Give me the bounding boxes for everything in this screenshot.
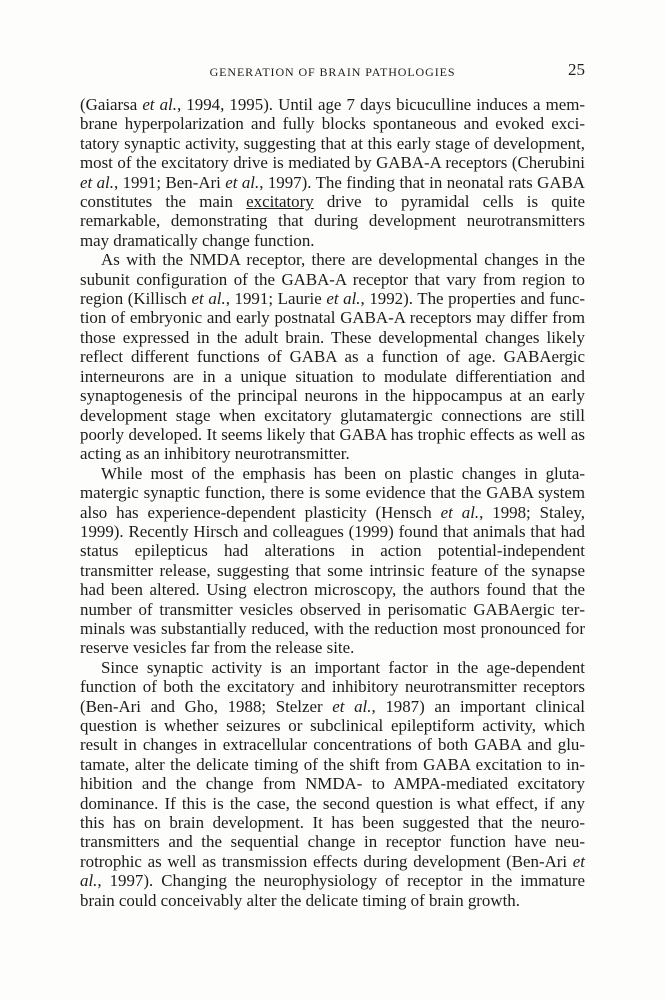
text-run: Since synaptic activity is an important factor in the age-dependent function of both the excitatory and inhibitory neurotransmitter receptors (Ben-Ari and Gho, 1988; Stelzer: [80, 657, 585, 716]
running-header: [80, 60, 585, 84]
text-run: , 1991; Ben-Ari: [113, 172, 226, 192]
citation-et-al: et al.: [225, 172, 260, 192]
text-run: drive to pyramidal cells is quite remarkable, demonstrating that during development neurotransmitters may dramatically change function.: [80, 192, 585, 250]
citation-et-al: et al.: [332, 696, 372, 716]
running-title: GENERATION OF BRAIN PATHOLOGIES: [209, 65, 456, 79]
page-number: 25: [568, 60, 585, 79]
citation-et-al: et al.: [440, 502, 480, 522]
body-text: [80, 95, 585, 910]
text-run: , 1998; Staley, 1999). Recently Hirsch and colleagues (1999) found that animals that had status epilepticus had alterations in action potential-independent transmitter release, suggesting that some intrinsic feature of the synapse had been altered. Using electron microscopy, the authors found that the number of transmitter vesicles observed in perisomatic GABAergic terminals was substantially reduced, with the reduction most pronounced for reserve vesicles far from the release site.: [80, 502, 585, 658]
paragraph-3: [80, 464, 585, 658]
paragraph-1: [80, 95, 585, 250]
citation-et-al: et al.: [80, 851, 585, 891]
text-run: While most of the emphasis has been on plastic changes in glutamatergic synaptic function, there is some evidence that the GABA system also has experience-dependent plasticity (Hensch: [80, 463, 585, 522]
text-run: , 1992). The properties and function of embryonic and early postnatal GABA-A receptors may differ from those expressed in the adult brain. These developmental changes likely reflect different functions of GABA as a function of age. GABAergic interneurons are in a unique situation to modulate differentiation and synaptogenesis of the principal neurons in the hippocampus at an early development stage when excitatory glutamatergic connections are still poorly developed. It seems likely that GABA has trophic effects as well as acting as an inhibitory neurotransmitter.: [80, 289, 585, 464]
text-run: , 1997). Changing the neurophysiology of receptor in the immature brain could conceivably alter the delicate timing of brain growth.: [80, 871, 585, 910]
paragraph-2: [80, 250, 585, 463]
citation-et-al: et al.: [326, 289, 361, 309]
paragraph-4: [80, 658, 585, 910]
citation-et-al: et al.: [191, 289, 226, 309]
text-run: , 1991; Laurie: [225, 289, 327, 309]
underlined-word: excitatory: [246, 192, 314, 212]
citation-et-al: et al.: [80, 172, 114, 192]
text-run: , 1997). The finding that in neonatal rats GABA constitutes the main: [80, 172, 586, 212]
text-run: , 1987) an important clinical question is whether seizures or subclinical epileptiform activity, which result in changes in extracellular concentrations of both GABA and glutamate, alter the delicate timing of the shift from GABA excitation to inhibition and the change from NMDA- to AMPA-mediated excitatory dominance. If this is the case, the second question is what effect, if any this has on brain development. It has been suggested that the neurotransmitters and the sequential change in receptor function have neurotrophic as well as transmission effects during development (Ben-Ari: [80, 696, 585, 871]
text-run: , 1994, 1995). Until age 7 days bicuculline induces a membrane hyperpolarization and fully blocks spontaneous and evoked excitatory synaptic activity, suggesting that at this early stage of development, most of the excitatory drive is mediated by GABA-A receptors (Cherubini: [80, 95, 585, 173]
text-run: As with the NMDA receptor, there are developmental changes in the subunit configuration of the GABA-A receptor that vary from region to region (Killisch: [80, 250, 585, 309]
text-run: (Gaiarsa: [80, 95, 143, 114]
citation-et-al: et al.: [142, 95, 177, 114]
